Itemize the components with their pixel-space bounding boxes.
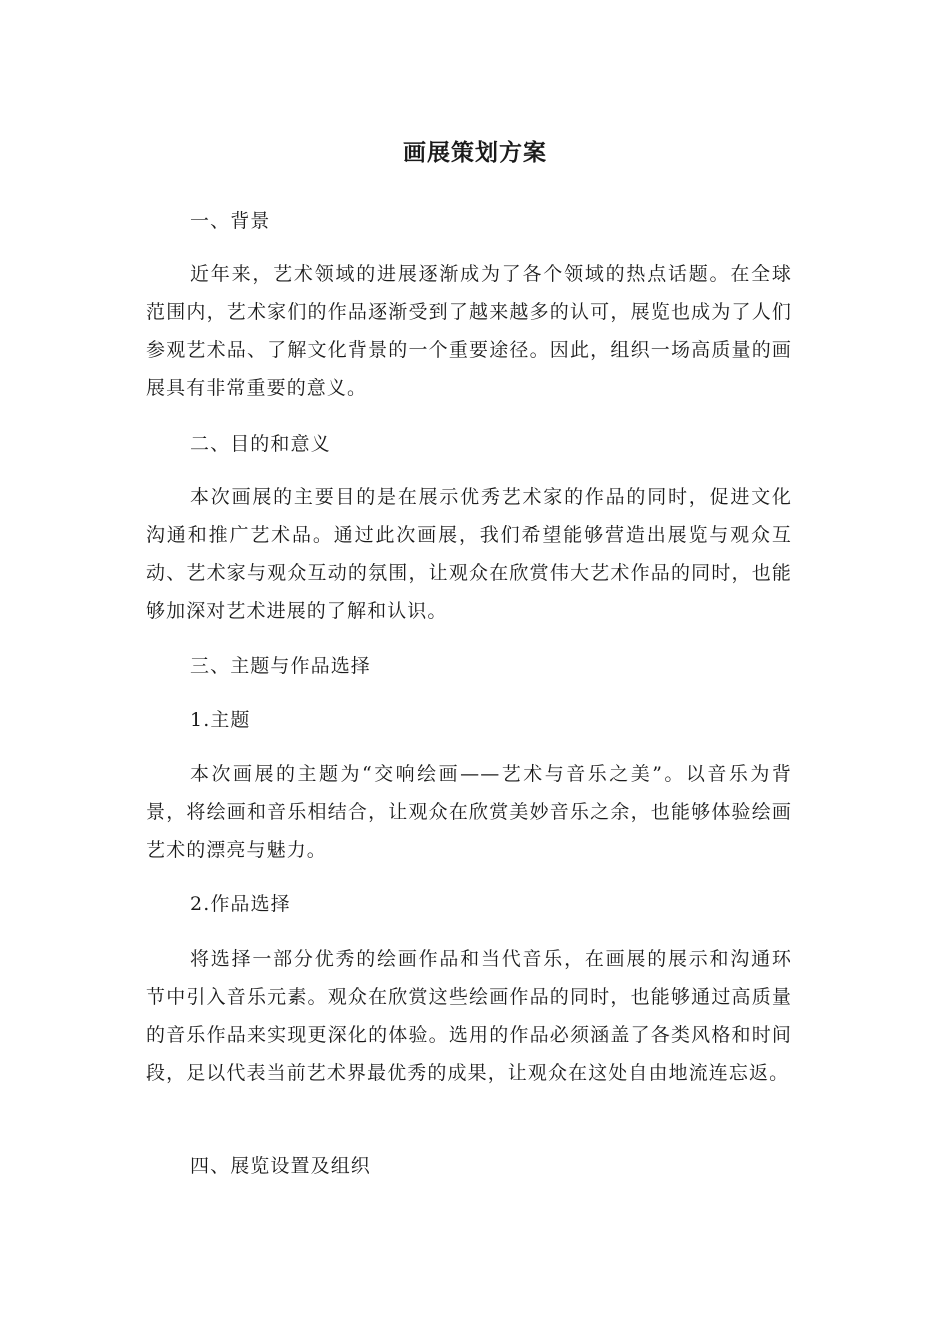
- paragraph-background: 近年来，艺术领域的进展逐渐成为了各个领域的热点话题。在全球范围内，艺术家们的作品逐渐受到了越来越多的认可，展览也成为了人们参观艺术品、了解文化背景的一个重要途径。因此，组织一场高质量的画展具有非常重要的意义。: [146, 263, 792, 399]
- section-heading-exhibition-setup: 四、展览设置及组织: [190, 1155, 371, 1177]
- section-heading-theme-selection: 三、主题与作品选择: [190, 655, 371, 677]
- paragraph-theme: 本次画展的主题为“交响绘画——艺术与音乐之美”。以音乐为背景，将绘画和音乐相结合，让观众在欣赏美妙音乐之余，也能够体验绘画艺术的漂亮与魅力。: [146, 763, 792, 861]
- section-heading-background: 一、背景: [190, 210, 271, 232]
- paragraph-purpose: 本次画展的主要目的是在展示优秀艺术家的作品的同时，促进文化沟通和推广艺术品。通过此次画展，我们希望能够营造出展览与观众互动、艺术家与观众互动的氛围，让观众在欣赏伟大艺术作品的同时，也能够加深对艺术进展的了解和认识。: [146, 486, 792, 622]
- section-heading-purpose: 二、目的和意义: [190, 433, 331, 455]
- subheading-theme: 1.主题: [190, 709, 251, 731]
- document-title: 画展策划方案: [403, 140, 547, 166]
- paragraph-work-selection: 将选择一部分优秀的绘画作品和当代音乐，在画展的展示和沟通环节中引入音乐元素。观众在欣赏这些绘画作品的同时，也能够通过高质量的音乐作品来实现更深化的体验。选用的作品必须涵盖了各类风格和时间段，足以代表当前艺术界最优秀的成果，让观众在这处自由地流连忘返。: [146, 948, 792, 1084]
- subheading-work-selection: 2.作品选择: [190, 893, 291, 915]
